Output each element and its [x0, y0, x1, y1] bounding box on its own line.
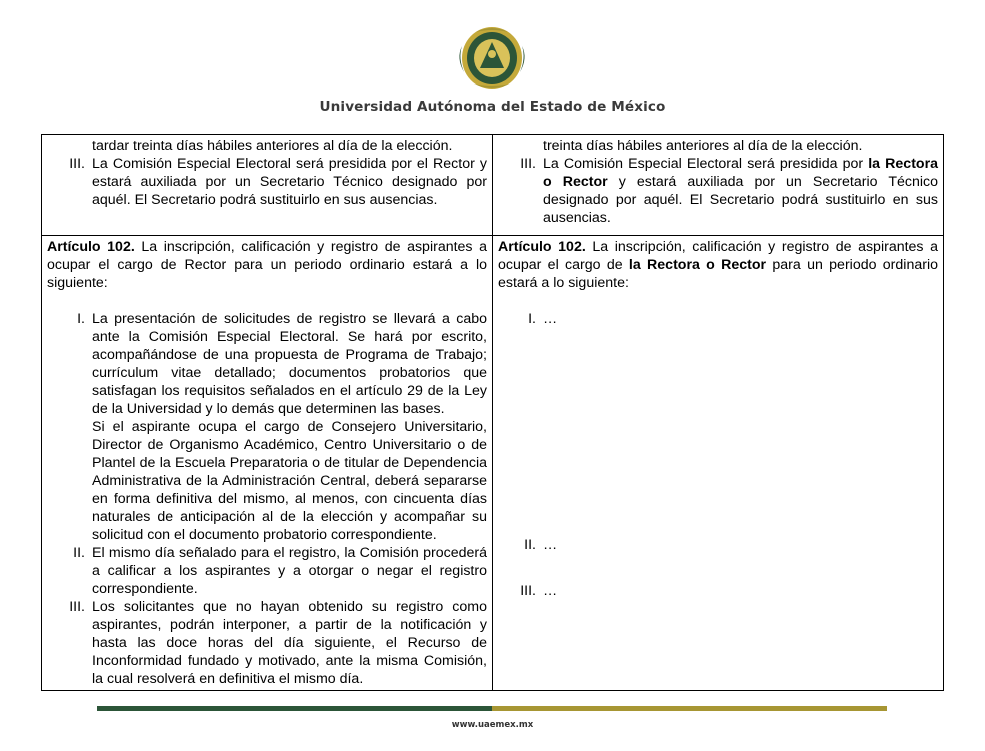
item-number: I. [528, 311, 536, 327]
footer-divider-green [97, 706, 492, 711]
continuation-text: tardar treinta días hábiles anteriores al día de la elección. [92, 138, 453, 154]
item-number: III. [69, 156, 85, 172]
item-text: … [543, 311, 558, 327]
comparison-table [41, 134, 944, 691]
article-paragraph: Artículo 102. La inscripción, calificación y registro de aspirantes a ocupar el cargo de Rector para un periodo ordinario estará a lo siguiente: [47, 239, 487, 291]
list-item [498, 582, 938, 600]
continuation-text: treinta días hábiles anteriores al día de la elección. [543, 138, 863, 154]
item-text: La presentación de solicitudes de registro se llevará a cabo ante la Comisión Especial Electoral. Se hará por escrito, acompañándose de una propuesta de Programa de Trabajo; currículum vitae detallado; documentos probatorios que satisfagan los requisitos señalados en el artículo 29 de la Ley de la Universidad y lo demás que determinen las bases. [92, 311, 487, 417]
article-paragraph: Artículo 102. La inscripción, calificación y registro de aspirantes a ocupar el cargo de la Rectora o Rector para un periodo ordinario estará a lo siguiente: [498, 239, 938, 291]
table-cell-right [493, 236, 944, 691]
list-item [47, 310, 487, 544]
bold-amendment: la Rectora o Rector [628, 257, 767, 273]
item-text: La Comisión Especial Electoral será presidida por la Rectora o Rector y estará auxiliada por un Secretario Técnico designado por aquél. El Secretario podrá sustituirlo en sus ausencias. [543, 156, 938, 226]
article-heading: Artículo 102. [47, 239, 135, 255]
item-text: El mismo día señalado para el registro, la Comisión procederá a calificar a los aspirantes y a otorgar o negar el registro correspondiente. [92, 545, 487, 597]
item-number: I. [77, 311, 85, 327]
item-number: II. [73, 545, 85, 561]
table-cell-left [42, 135, 493, 236]
table-row [42, 236, 944, 691]
list-item [498, 310, 938, 536]
item-number: III. [520, 583, 536, 599]
footer-divider-gold [492, 706, 887, 711]
article-heading: Artículo 102. [498, 239, 586, 255]
table-cell-left [42, 236, 493, 691]
table-row [42, 135, 944, 236]
item-text: … [543, 537, 558, 553]
item-number: III. [520, 156, 536, 172]
item-text: … [543, 583, 558, 599]
item-number: II. [524, 537, 536, 553]
bold-amendment: la Rectora o Rector [543, 156, 938, 190]
university-seal-logo [452, 24, 532, 92]
table-cell-right [493, 135, 944, 236]
list-item [47, 598, 487, 688]
item-text: Si el aspirante ocupa el cargo de Consejero Universitario, Director de Organismo Académico, Centro Universitario o de Plantel de la Escuela Preparatoria o de titular de Dependencia Administrativa de la Administración Central, deberá separarse en forma definitiva del mismo, al menos, con cincuenta días naturales de anticipación al de la elección y acompañar su solicitud con el documento probatorio correspondiente. [92, 419, 487, 543]
list-item [47, 544, 487, 598]
list-item [498, 536, 938, 582]
footer-divider [97, 706, 887, 711]
university-title: Universidad Autónoma del Estado de México [319, 99, 666, 115]
item-text: La Comisión Especial Electoral será presidida por el Rector y estará auxiliada por un Secretario Técnico designado por aquél. El Secretario podrá sustituirlo en sus ausencias. [92, 156, 487, 208]
item-number: III. [69, 599, 85, 615]
list-item [47, 155, 487, 209]
list-item [498, 155, 938, 227]
item-text: Los solicitantes que no hayan obtenido su registro como aspirantes, podrán interponer, a partir de la notificación y hasta las doce horas del día siguiente, el Recurso de Inconformidad fundado y motivado, ante la misma Comisión, la cual resolverá en definitiva el mismo día. [92, 599, 487, 687]
footer-url: www.uaemex.mx [451, 720, 534, 730]
